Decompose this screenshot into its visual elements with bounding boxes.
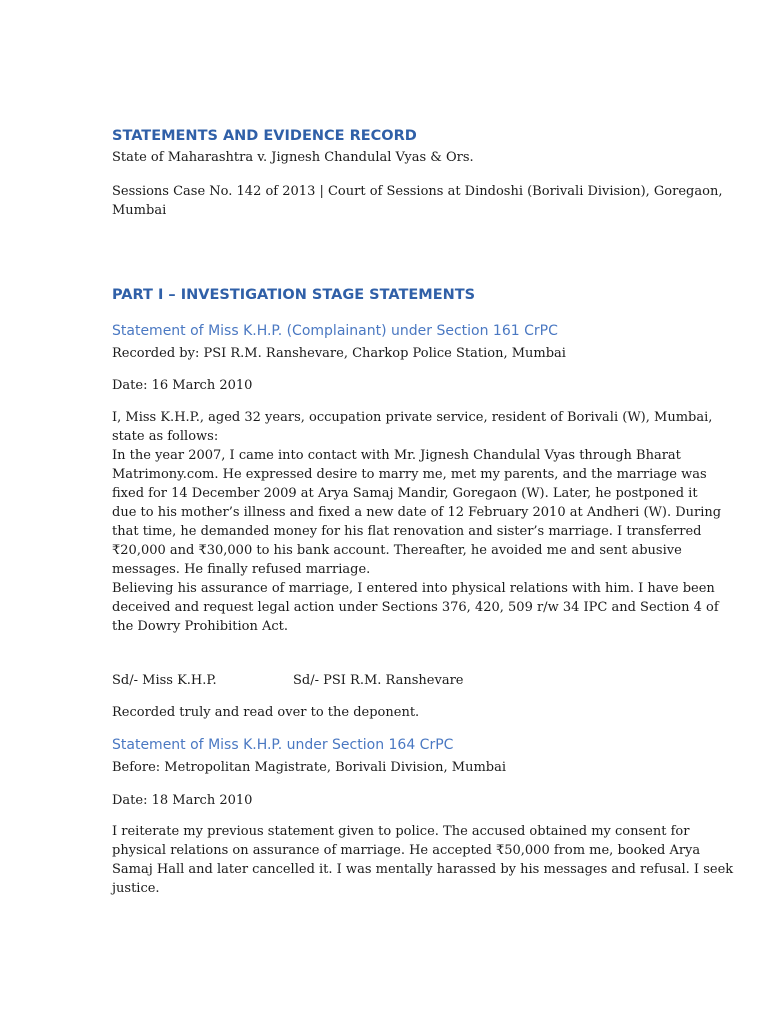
record-title: STATEMENTS AND EVIDENCE RECORD [112,128,417,144]
statement161-date: Date: 16 March 2010 [112,378,253,393]
statement164-line: Samaj Hall and later cancelled it. I was mentally harassed by his messages and refusal. I seek [112,862,734,877]
statement164-before: Before: Metropolitan Magistrate, Borivali Division, Mumbai [112,760,507,775]
statement161-line: Matrimony.com. He expressed desire to marry me, met my parents, and the marriage was [112,467,707,482]
case-details-line: Mumbai [112,203,167,218]
statement161-line: ₹20,000 and ₹30,000 to his bank account. Thereafter, he avoided me and sent abusive [112,543,682,558]
statement164-line: justice. [112,881,160,896]
statement161-line: state as follows: [112,429,219,444]
complainant-signature: Sd/- Miss K.H.P. [112,673,217,688]
statement161-recorded-by: Recorded by: PSI R.M. Ranshevare, Charkop Police Station, Mumbai [112,346,566,361]
statement161-line: messages. He finally refused marriage. [112,562,371,577]
statement161-heading: Statement of Miss K.H.P. (Complainant) under Section 161 CrPC [112,323,558,339]
statement161-line: In the year 2007, I came into contact with Mr. Jignesh Chandulal Vyas through Bharat [112,448,681,463]
statement164-date: Date: 18 March 2010 [112,793,253,808]
case-details [112,182,723,220]
statement161-line: due to his mother’s illness and fixed a new date of 12 February 2010 at Andheri (W). During [112,505,722,520]
case-details-line: Sessions Case No. 142 of 2013 | Court of Sessions at Dindoshi (Borivali Division), Goregaon, [112,184,723,199]
statement161-line: fixed for 14 December 2009 at Arya Samaj Mandir, Goregaon (W). Later, he postponed it [112,486,698,501]
statement161-line: the Dowry Prohibition Act. [112,619,289,634]
signature-row [112,671,657,690]
statement161-line: deceived and request legal action under Sections 376, 420, 509 r/w 34 IPC and Section 4 of [112,600,719,615]
case-title: State of Maharashtra v. Jignesh Chandulal Vyas & Ors. [112,150,474,165]
statement164-body [112,822,734,898]
statement164-line: I reiterate my previous statement given to police. The accused obtained my consent for [112,824,690,839]
statement161-line: that time, he demanded money for his flat renovation and sister’s marriage. I transferred [112,524,702,539]
part1-heading: PART I – INVESTIGATION STAGE STATEMENTS [112,287,476,303]
statement161-line: Believing his assurance of marriage, I entered into physical relations with him. I have been [112,581,715,596]
officer-signature: Sd/- PSI R.M. Ranshevare [293,673,464,688]
statement164-line: physical relations on assurance of marriage. He accepted ₹50,000 from me, booked Arya [112,843,701,858]
statement161-body [112,408,722,636]
statement161-line: I, Miss K.H.P., aged 32 years, occupation private service, resident of Borivali (W), Mumbai, [112,410,713,425]
statement161-footer: Recorded truly and read over to the deponent. [112,705,420,720]
statement164-heading: Statement of Miss K.H.P. under Section 164 CrPC [112,737,454,753]
